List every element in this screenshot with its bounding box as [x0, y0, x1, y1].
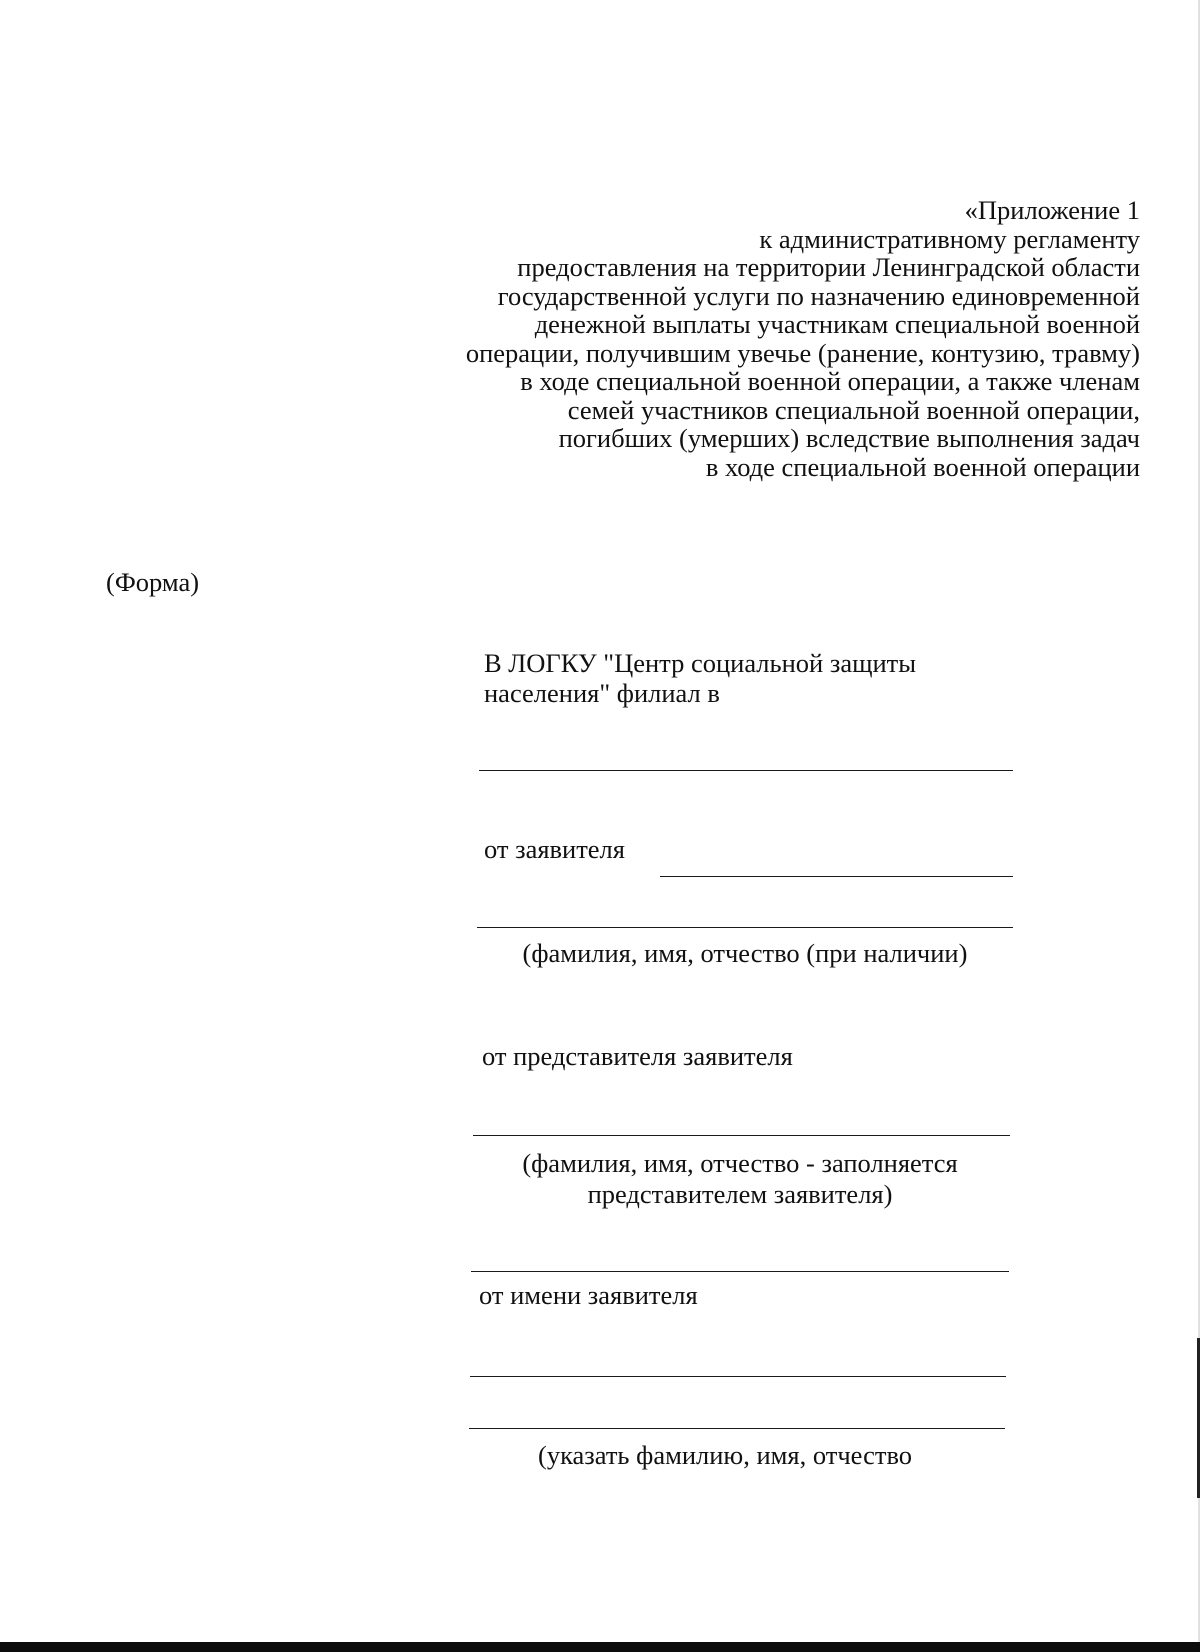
addressee-line-2: населения" филиал в: [484, 678, 720, 708]
representative-caption-line-1: (фамилия, имя, отчество - заполняется: [522, 1148, 958, 1178]
scan-bottom-bar: [0, 1642, 1200, 1652]
appendix-line: в ходе специальной военной операции, а также членам: [520, 366, 1140, 396]
appendix-line: к административному регламенту: [759, 223, 1140, 254]
appendix-line: «Приложение 1: [964, 195, 1140, 225]
on-behalf-label: от имени заявителя: [479, 1280, 698, 1310]
appendix-line: в ходе специальной военной операции: [705, 451, 1140, 482]
branch-blank-line[interactable]: [479, 770, 1013, 771]
form-label: (Форма): [106, 567, 200, 597]
on-behalf-blank-line-1[interactable]: [470, 1376, 1006, 1377]
appendix-line: операции, получившим увечье (ранение, контузию, травму): [465, 337, 1140, 368]
addressee-line-1: В ЛОГКУ "Центр социальной защиты: [484, 648, 917, 678]
representative-label: от представителя заявителя: [482, 1041, 793, 1071]
appendix-line: семей участников специальной военной операции,: [567, 394, 1140, 425]
applicant-blank-line-2[interactable]: [477, 927, 1013, 928]
on-behalf-caption: (указать фамилию, имя, отчество: [538, 1440, 913, 1470]
representative-blank-line-2[interactable]: [471, 1271, 1009, 1272]
applicant-label: от заявителя: [484, 834, 625, 864]
on-behalf-blank-line-2[interactable]: [469, 1428, 1005, 1429]
applicant-blank-line-1[interactable]: [660, 876, 1013, 877]
representative-caption-line-2: представителем заявителя): [587, 1179, 893, 1209]
appendix-line: предоставления на территории Ленинградской области: [517, 252, 1140, 282]
appendix-line: государственной услуги по назначению единовременной: [497, 280, 1140, 311]
applicant-caption: (фамилия, имя, отчество (при наличии): [522, 938, 968, 968]
representative-caption: [470, 1148, 1010, 1210]
representative-blank-line[interactable]: [473, 1135, 1010, 1136]
appendix-line: денежной выплаты участникам специальной военной: [534, 309, 1140, 339]
appendix-header: [320, 196, 1140, 481]
appendix-line: погибших (умерших) вследствие выполнения задач: [558, 423, 1140, 453]
